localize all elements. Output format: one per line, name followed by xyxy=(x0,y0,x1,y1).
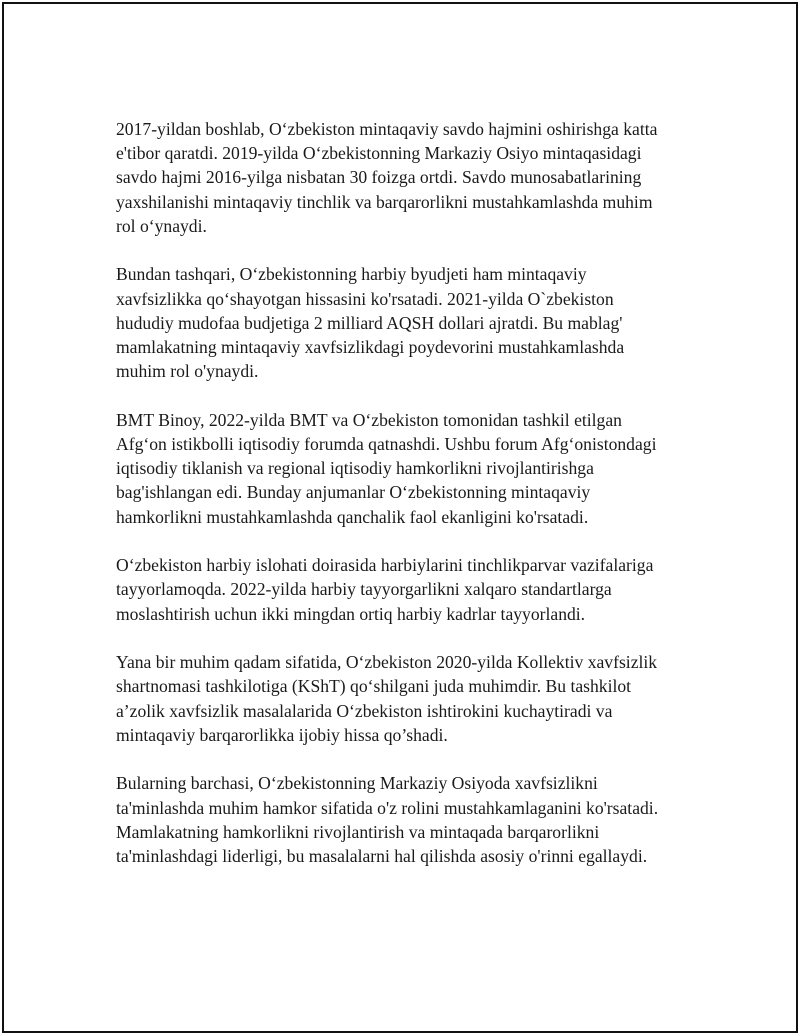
text-line: rol o‘ynaydi. xyxy=(116,215,207,236)
text-line: ta'minlashdagi liderligi, bu masalalarni hal qilishda asosiy o'rinni egallaydi. xyxy=(116,846,648,867)
text-line: Mamlakatning hamkorlikni rivojlantirish va mintaqada barqarorlikni xyxy=(116,821,600,842)
text-line: e'tibor qaratdi. 2019-yilda O‘zbekistonning Markaziy Osiyo mintaqasidagi xyxy=(116,143,642,164)
text-line: Afg‘on istikbolli iqtisodiy forumda qatnashdi. Ushbu forum Afg‘onistondagi xyxy=(116,434,657,455)
text-line: tayyorlamoqda. 2022-yilda harbiy tayyorgarlikni xalqaro standartlarga xyxy=(116,579,612,600)
text-line: mintaqaviy barqarorlikka ijobiy hissa qo’shadi. xyxy=(116,724,448,745)
document-body xyxy=(116,117,696,893)
text-line: BMT Binoy, 2022-yilda BMT va O‘zbekiston tomonidan tashkil etilgan xyxy=(116,409,622,430)
paragraph-military-reform xyxy=(116,553,696,626)
text-line: yaxshilanishi mintaqaviy tinchlik va barqarorlikni mustahkamlashda muhim xyxy=(116,191,653,212)
text-line: mamlakatning mintaqaviy xavfsizlikdagi poydevorini mustahkamlashda xyxy=(116,337,625,358)
text-line: muhim rol o'ynaydi. xyxy=(116,361,259,382)
text-line: shartnomasi tashkilotiga (KShT) qo‘shilgani juda muhimdir. Bu tashkilot xyxy=(116,676,632,697)
paragraph-trade xyxy=(116,117,696,238)
text-line: Bundan tashqari, O‘zbekistonning harbiy byudjeti ham mintaqaviy xyxy=(116,264,587,285)
text-line: Bularning barchasi, O‘zbekistonning Markaziy Osiyoda xavfsizlikni xyxy=(116,773,598,794)
text-line: 2017-yildan boshlab, O‘zbekiston mintaqaviy savdo hajmini oshirishga katta xyxy=(116,119,658,139)
paragraph-csto xyxy=(116,650,696,747)
text-line: hamkorlikni mustahkamlashda qanchalik faol ekanligini ko'rsatadi. xyxy=(116,506,589,527)
text-line: Yana bir muhim qadam sifatida, O‘zbekiston 2020-yilda Kollektiv xavfsizlik xyxy=(116,652,658,673)
text-line: iqtisodiy tiklanish va regional iqtisodiy hamkorlikni rivojlantirishga xyxy=(116,458,594,479)
text-line: a’zolik xavfsizlik masalalarida O‘zbekiston ishtirokini kuchaytiradi va xyxy=(116,700,613,721)
text-line: bag'ishlangan edi. Bunday anjumanlar O‘zbekistonning mintaqaviy xyxy=(116,482,591,503)
paragraph-afghan-forum xyxy=(116,408,696,529)
paragraph-conclusion xyxy=(116,771,696,868)
text-line: moslashtirish uchun ikki mingdan ortiq harbiy kadrlar tayyorlandi. xyxy=(116,603,586,624)
text-line: O‘zbekiston harbiy islohati doirasida harbiylarini tinchlikparvar vazifalariga xyxy=(116,555,654,576)
text-line: ta'minlashda muhim hamkor sifatida o'z rolini mustahkamlaganini ko'rsatadi. xyxy=(116,797,659,818)
text-line: hududiy mudofaa budjetiga 2 milliard AQSH dollari ajratdi. Bu mablag' xyxy=(116,312,623,333)
paragraph-military-budget xyxy=(116,262,696,383)
text-line: savdo hajmi 2016-yilga nisbatan 30 foizga ortdi. Savdo munosabatlarining xyxy=(116,167,642,188)
text-line: xavfsizlikka qo‘shayotgan hissasini ko'rsatadi. 2021-yilda O`zbekiston xyxy=(116,288,614,309)
